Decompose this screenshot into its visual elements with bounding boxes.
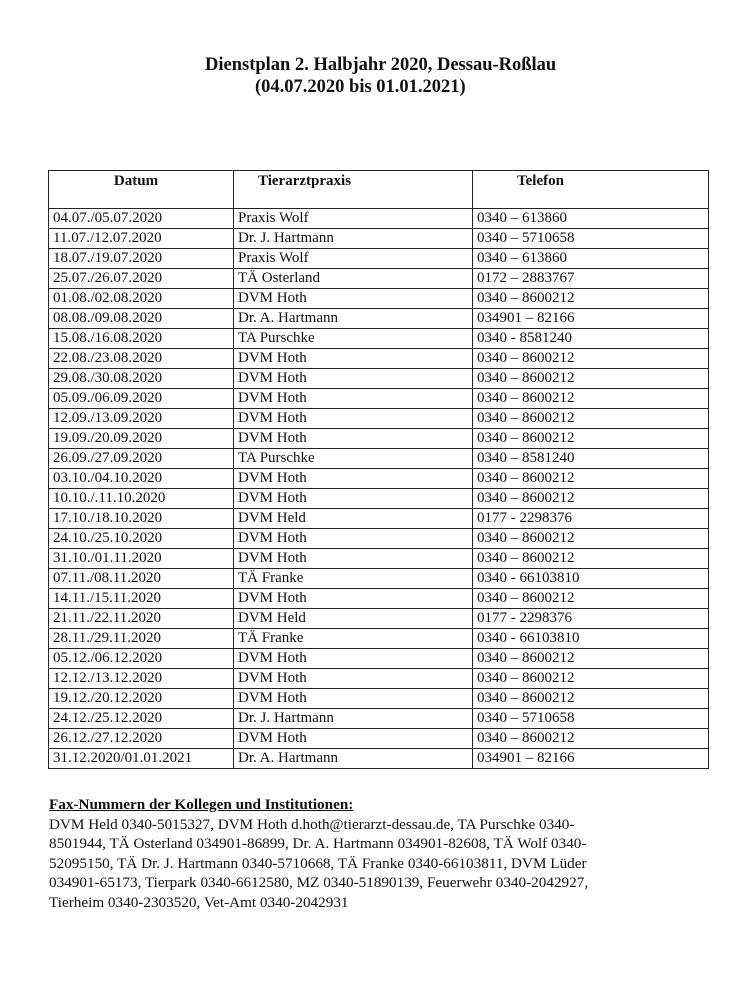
cell-praxis: DVM Hoth xyxy=(234,489,473,509)
cell-telefon: 0340 – 5710658 xyxy=(473,709,709,729)
cell-datum: 31.10./01.11.2020 xyxy=(49,549,234,569)
cell-praxis: Praxis Wolf xyxy=(234,209,473,229)
table-row xyxy=(49,409,709,429)
cell-praxis: DVM Hoth xyxy=(234,349,473,369)
cell-telefon: 0177 - 2298376 xyxy=(473,509,709,529)
cell-telefon: 0172 – 2883767 xyxy=(473,269,709,289)
cell-datum: 18.07./19.07.2020 xyxy=(49,249,234,269)
cell-datum: 15.08./16.08.2020 xyxy=(49,329,234,349)
cell-telefon: 0340 – 613860 xyxy=(473,209,709,229)
cell-datum: 12.12./13.12.2020 xyxy=(49,669,234,689)
cell-praxis: Dr. J. Hartmann xyxy=(234,229,473,249)
table-row xyxy=(49,209,709,229)
table-row xyxy=(49,569,709,589)
cell-datum: 24.12./25.12.2020 xyxy=(49,709,234,729)
cell-datum: 26.09./27.09.2020 xyxy=(49,449,234,469)
cell-telefon: 0340 – 8600212 xyxy=(473,669,709,689)
table-row xyxy=(49,269,709,289)
cell-datum: 25.07./26.07.2020 xyxy=(49,269,234,289)
cell-telefon: 0340 – 8600212 xyxy=(473,289,709,309)
cell-praxis: TÄ Franke xyxy=(234,569,473,589)
table-row xyxy=(49,449,709,469)
cell-telefon: 0340 – 8600212 xyxy=(473,729,709,749)
cell-datum: 22.08./23.08.2020 xyxy=(49,349,234,369)
cell-datum: 24.10./25.10.2020 xyxy=(49,529,234,549)
cell-praxis: DVM Hoth xyxy=(234,389,473,409)
cell-praxis: DVM Hoth xyxy=(234,369,473,389)
cell-datum: 05.12./06.12.2020 xyxy=(49,649,234,669)
table-row xyxy=(49,689,709,709)
cell-praxis: DVM Hoth xyxy=(234,649,473,669)
cell-praxis: DVM Hoth xyxy=(234,589,473,609)
title-main: Dienstplan 2. Halbjahr 2020, Dessau-Roßlau xyxy=(205,55,557,75)
cell-datum: 01.08./02.08.2020 xyxy=(49,289,234,309)
cell-datum: 05.09./06.09.2020 xyxy=(49,389,234,409)
table-row xyxy=(49,649,709,669)
cell-datum: 21.11./22.11.2020 xyxy=(49,609,234,629)
table-row xyxy=(49,289,709,309)
cell-datum: 29.08./30.08.2020 xyxy=(49,369,234,389)
cell-datum: 11.07./12.07.2020 xyxy=(49,229,234,249)
cell-telefon: 034901 – 82166 xyxy=(473,309,709,329)
table-row xyxy=(49,549,709,569)
cell-telefon: 0340 – 8600212 xyxy=(473,649,709,669)
cell-telefon: 0340 - 8581240 xyxy=(473,329,709,349)
cell-praxis: DVM Hoth xyxy=(234,669,473,689)
cell-praxis: TÄ Franke xyxy=(234,629,473,649)
cell-telefon: 0340 – 613860 xyxy=(473,249,709,269)
fax-numbers-section xyxy=(49,795,689,913)
cell-telefon: 0340 – 8600212 xyxy=(473,429,709,449)
cell-telefon: 0177 - 2298376 xyxy=(473,609,709,629)
cell-praxis: DVM Held xyxy=(234,609,473,629)
table-body xyxy=(49,209,709,769)
cell-datum: 14.11./15.11.2020 xyxy=(49,589,234,609)
table-row xyxy=(49,669,709,689)
table-row xyxy=(49,369,709,389)
table-row xyxy=(49,709,709,729)
cell-datum: 26.12./27.12.2020 xyxy=(49,729,234,749)
table-row xyxy=(49,489,709,509)
cell-telefon: 0340 – 8600212 xyxy=(473,489,709,509)
cell-praxis: DVM Held xyxy=(234,509,473,529)
cell-datum: 08.08./09.08.2020 xyxy=(49,309,234,329)
fax-heading: Fax-Nummern der Kollegen und Institutionen: xyxy=(49,796,354,813)
cell-telefon: 0340 – 8600212 xyxy=(473,549,709,569)
title-date-range: (04.07.2020 bis 01.01.2021) xyxy=(255,77,466,97)
cell-telefon: 0340 – 5710658 xyxy=(473,229,709,249)
cell-datum: 31.12.2020/01.01.2021 xyxy=(49,749,234,769)
table-row xyxy=(49,329,709,349)
fax-line: DVM Held 0340-5015327, DVM Hoth d.hoth@tierarzt-dessau.de, TA Purschke 0340- xyxy=(49,815,575,833)
cell-praxis: TÄ Osterland xyxy=(234,269,473,289)
cell-datum: 03.10./04.10.2020 xyxy=(49,469,234,489)
cell-datum: 04.07./05.07.2020 xyxy=(49,209,234,229)
table-row xyxy=(49,729,709,749)
table-row xyxy=(49,629,709,649)
table-row xyxy=(49,249,709,269)
table-header-row xyxy=(49,171,709,209)
table-row xyxy=(49,349,709,369)
cell-praxis: DVM Hoth xyxy=(234,689,473,709)
cell-praxis: Praxis Wolf xyxy=(234,249,473,269)
cell-datum: 17.10./18.10.2020 xyxy=(49,509,234,529)
column-header-praxis: Tierarztpraxis xyxy=(234,171,473,209)
cell-praxis: DVM Hoth xyxy=(234,429,473,449)
cell-praxis: TA Purschke xyxy=(234,329,473,349)
table-row xyxy=(49,309,709,329)
cell-datum: 28.11./29.11.2020 xyxy=(49,629,234,649)
cell-datum: 10.10./.11.10.2020 xyxy=(49,489,234,509)
table-row xyxy=(49,229,709,249)
cell-telefon: 034901 – 82166 xyxy=(473,749,709,769)
column-header-telefon: Telefon xyxy=(473,171,709,209)
table-row xyxy=(49,749,709,769)
cell-datum: 19.09./20.09.2020 xyxy=(49,429,234,449)
cell-telefon: 0340 – 8600212 xyxy=(473,689,709,709)
cell-telefon: 0340 – 8600212 xyxy=(473,529,709,549)
cell-praxis: DVM Hoth xyxy=(234,549,473,569)
cell-telefon: 0340 – 8600212 xyxy=(473,349,709,369)
fax-line: 52095150, TÄ Dr. J. Hartmann 0340-5710668, TÄ Franke 0340-66103811, DVM Lüder xyxy=(49,854,587,872)
cell-praxis: Dr. A. Hartmann xyxy=(234,309,473,329)
cell-telefon: 0340 – 8581240 xyxy=(473,449,709,469)
table-row xyxy=(49,609,709,629)
cell-telefon: 0340 – 8600212 xyxy=(473,389,709,409)
cell-datum: 12.09./13.09.2020 xyxy=(49,409,234,429)
cell-telefon: 0340 – 8600212 xyxy=(473,409,709,429)
cell-telefon: 0340 – 8600212 xyxy=(473,589,709,609)
fax-line: Tierheim 0340-2303520, Vet-Amt 0340-2042931 xyxy=(49,893,349,911)
cell-praxis: Dr. A. Hartmann xyxy=(234,749,473,769)
cell-telefon: 0340 – 8600212 xyxy=(473,369,709,389)
cell-datum: 19.12./20.12.2020 xyxy=(49,689,234,709)
table-row xyxy=(49,429,709,449)
fax-line: 034901-65173, Tierpark 0340-6612580, MZ 0340-51890139, Feuerwehr 0340-2042927, xyxy=(49,874,589,892)
duty-schedule-table xyxy=(48,170,709,769)
table-row xyxy=(49,469,709,489)
cell-praxis: DVM Hoth xyxy=(234,409,473,429)
cell-datum: 07.11./08.11.2020 xyxy=(49,569,234,589)
cell-telefon: 0340 - 66103810 xyxy=(473,629,709,649)
cell-praxis: DVM Hoth xyxy=(234,289,473,309)
table-row xyxy=(49,589,709,609)
cell-praxis: DVM Hoth xyxy=(234,529,473,549)
cell-telefon: 0340 - 66103810 xyxy=(473,569,709,589)
fax-line: 8501944, TÄ Osterland 034901-86899, Dr. A. Hartmann 034901-82608, TÄ Wolf 0340- xyxy=(49,835,587,853)
column-header-datum: Datum xyxy=(49,171,234,209)
table-row xyxy=(49,509,709,529)
cell-praxis: TA Purschke xyxy=(234,449,473,469)
cell-telefon: 0340 – 8600212 xyxy=(473,469,709,489)
cell-praxis: DVM Hoth xyxy=(234,729,473,749)
table-row xyxy=(49,529,709,549)
cell-praxis: DVM Hoth xyxy=(234,469,473,489)
cell-praxis: Dr. J. Hartmann xyxy=(234,709,473,729)
table-row xyxy=(49,389,709,409)
